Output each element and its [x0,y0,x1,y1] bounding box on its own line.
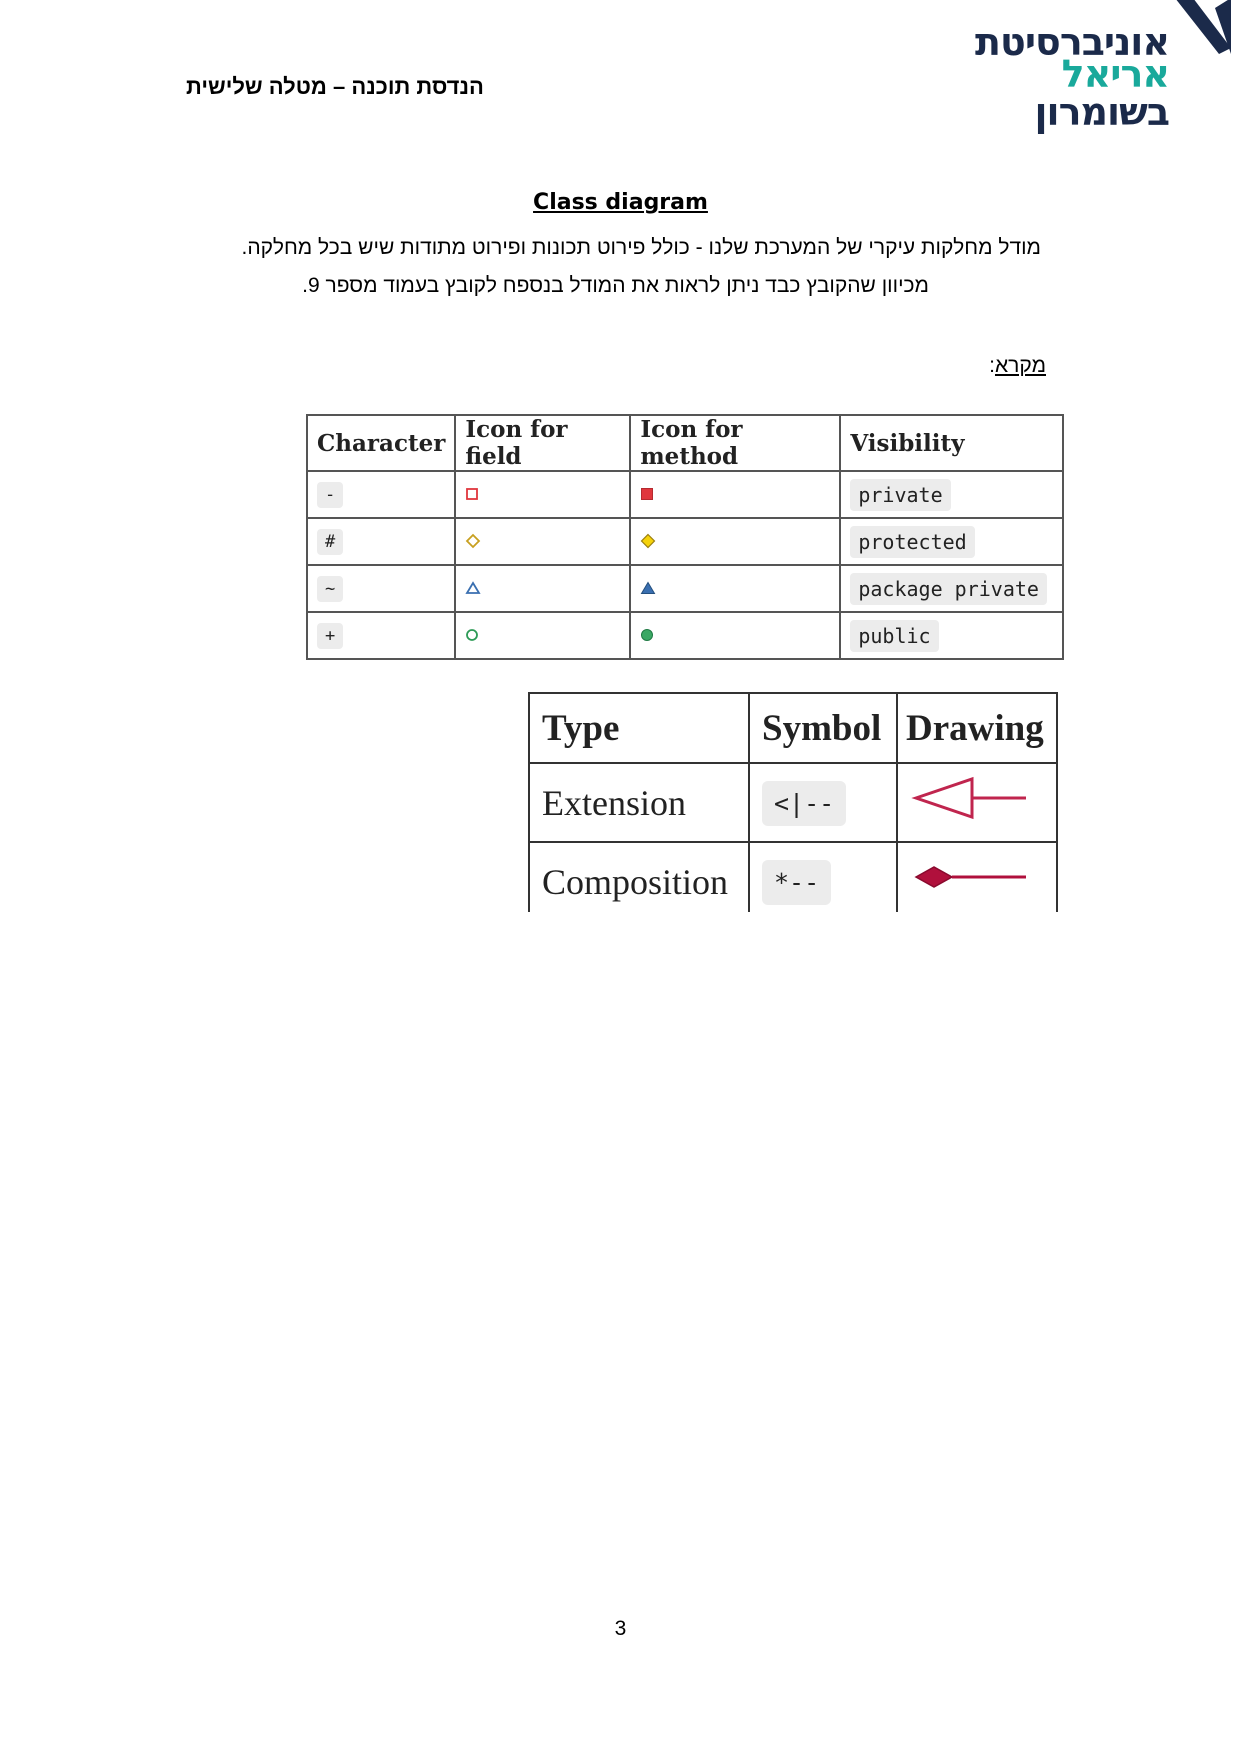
protected-field-icon [465,533,481,549]
visibility-table-header-row [307,415,1063,471]
logo-line-3: בשומרון [1034,90,1169,134]
course-title: הנדסת תוכנה – מטלה שלישית [186,74,484,99]
type-cell: Composition [529,842,749,912]
field-icon-cell [455,565,630,612]
method-icon-cell [630,612,840,659]
logo-line-1: אוניברסיטת [975,20,1169,64]
logo-slash-icon [1175,0,1235,60]
table-row [307,518,1063,565]
method-icon-cell [630,518,840,565]
paragraph-2: מכיוון שהקובץ כבד ניתן לראות את המודל בנספח לקובץ בעמוד מספר 9. [302,274,929,297]
private-field-icon [465,487,479,501]
character-chip: + [317,623,343,649]
character-chip: # [317,529,343,555]
character-chip: ~ [317,576,343,602]
visibility-chip: protected [850,526,974,558]
visibility-cell [840,565,1063,612]
field-icon-cell [455,471,630,518]
header-type: Type [529,693,749,763]
public-field-icon [465,628,479,642]
logo-line-2: אריאל [1061,52,1169,96]
legend-label-text: מקרא [994,354,1046,377]
package-method-icon [640,581,656,595]
table-row [307,612,1063,659]
table-row [529,842,1057,912]
public-method-icon [640,628,654,642]
field-icon-cell [455,612,630,659]
character-cell [307,612,455,659]
visibility-chip: public [850,620,938,652]
method-icon-cell [630,471,840,518]
visibility-cell [840,518,1063,565]
visibility-cell [840,471,1063,518]
header-character: Character [307,415,455,471]
package-field-icon [465,581,481,595]
page-number: 3 [614,1617,627,1640]
table-row [529,763,1057,842]
private-method-icon [640,487,654,501]
relation-table-header-row [529,693,1057,763]
table-row [307,565,1063,612]
symbol-chip: <|-- [762,781,846,826]
drawing-cell [897,842,1057,912]
symbol-cell [749,842,897,912]
relation-table [528,692,1058,912]
table-row [307,471,1063,518]
composition-diamond-icon [910,857,1030,897]
method-icon-cell [630,565,840,612]
legend-label [989,354,1046,378]
header-icon-for-method: Icon for method [630,415,840,471]
legend-label-colon: : [989,354,995,377]
character-cell [307,471,455,518]
symbol-chip: *-- [762,860,831,905]
visibility-table [306,414,1064,660]
paragraph-1: מודל מחלקות עיקרי של המערכת שלנו - כולל פירוט תכונות ופירוט מתודות שיש בכל מחלקה. [241,236,1041,259]
section-heading: Class diagram [533,190,708,215]
protected-method-icon [640,533,656,549]
header-drawing: Drawing [897,693,1057,763]
character-cell [307,518,455,565]
header-icon-for-field: Icon for field [455,415,630,471]
type-cell: Extension [529,763,749,842]
visibility-chip: package private [850,573,1047,605]
relation-table-crop [528,692,1062,912]
character-chip: - [317,482,343,508]
drawing-cell [897,763,1057,842]
header-visibility: Visibility [840,415,1063,471]
character-cell [307,565,455,612]
header-symbol: Symbol [749,693,897,763]
visibility-cell [840,612,1063,659]
visibility-chip: private [850,479,950,511]
field-icon-cell [455,518,630,565]
symbol-cell [749,763,897,842]
extension-arrow-icon [910,773,1030,823]
university-logo [975,0,1241,140]
